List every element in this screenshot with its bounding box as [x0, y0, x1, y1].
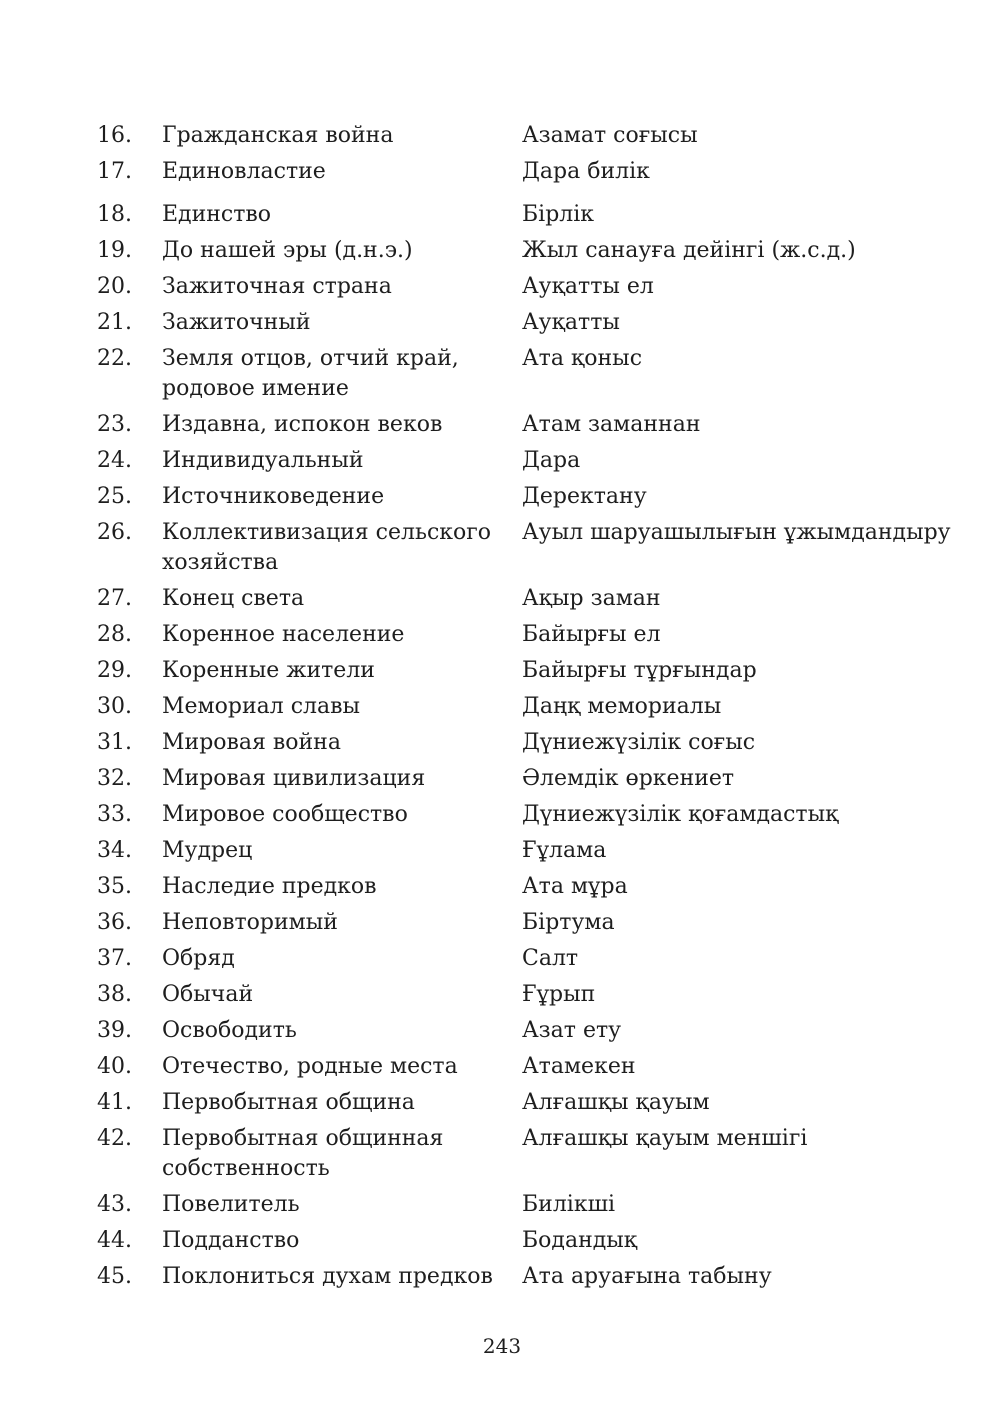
entry-number: 45. [97, 1264, 132, 1289]
entry-number: 41. [97, 1090, 132, 1115]
glossary-row [97, 446, 957, 482]
glossary-row [97, 872, 957, 908]
entry-number: 40. [97, 1054, 132, 1079]
glossary-row [97, 1226, 957, 1262]
glossary-row [97, 620, 957, 656]
russian-term: Первобытная общинная собственность [162, 1126, 444, 1181]
glossary-row [97, 482, 957, 518]
glossary-row [97, 1124, 957, 1190]
kazakh-term: Біртума [522, 910, 615, 935]
russian-term: До нашей эры (д.н.э.) [162, 238, 413, 263]
glossary-row [97, 764, 957, 800]
russian-term: Единовластие [162, 159, 326, 184]
russian-term: Отечество, родные места [162, 1054, 458, 1079]
entry-number: 25. [97, 484, 132, 509]
glossary-row [97, 200, 957, 236]
entry-number: 37. [97, 946, 132, 971]
kazakh-term: Салт [522, 946, 579, 971]
glossary-row [97, 728, 957, 764]
kazakh-term: Даңқ мемориалы [522, 694, 722, 719]
russian-term: Мудрец [162, 838, 253, 863]
glossary-row [97, 692, 957, 728]
entry-number: 27. [97, 586, 132, 611]
entry-number: 32. [97, 766, 132, 791]
russian-term: Конец света [162, 586, 305, 611]
entry-number: 35. [97, 874, 132, 899]
russian-term: Мировая война [162, 730, 341, 755]
russian-term: Первобытная община [162, 1090, 415, 1115]
russian-term: Гражданская война [162, 123, 394, 148]
russian-term: Поклониться духам предков [162, 1264, 493, 1289]
entry-number: 31. [97, 730, 132, 755]
russian-term: Наследие предков [162, 874, 377, 899]
entry-number: 21. [97, 310, 132, 335]
entry-number: 39. [97, 1018, 132, 1043]
kazakh-term: Ауыл шаруашылығын ұжымдандыру [522, 520, 951, 545]
russian-term: Обряд [162, 946, 235, 971]
kazakh-term: Әлемдік өркениет [522, 766, 735, 791]
kazakh-term: Деректану [522, 484, 647, 509]
kazakh-term: Азат ету [522, 1018, 622, 1043]
russian-term: Обычай [162, 982, 254, 1007]
russian-term: Единство [162, 202, 272, 227]
glossary-row [97, 308, 957, 344]
entry-number: 20. [97, 274, 132, 299]
entry-number: 26. [97, 520, 132, 545]
russian-term: Неповторимый [162, 910, 338, 935]
entry-number: 38. [97, 982, 132, 1007]
entry-number: 19. [97, 238, 132, 263]
russian-term: Коллективизация сельского хозяйства [162, 520, 492, 575]
glossary-row [97, 944, 957, 980]
russian-term: Освободить [162, 1018, 297, 1043]
entry-number: 24. [97, 448, 132, 473]
glossary-row [97, 1190, 957, 1226]
glossary-row [97, 1262, 957, 1298]
kazakh-term: Дара билік [522, 159, 650, 184]
entry-number: 43. [97, 1192, 132, 1217]
kazakh-term: Дара [522, 448, 581, 473]
russian-term: Источниковедение [162, 484, 385, 509]
russian-term: Зажиточный [162, 310, 311, 335]
kazakh-term: Ата мұра [522, 874, 628, 899]
entry-number: 23. [97, 412, 132, 437]
kazakh-term: Дүниежүзілік қоғамдастық [522, 802, 839, 827]
glossary-row [97, 121, 957, 157]
kazakh-term: Дүниежүзілік соғыс [522, 730, 756, 755]
entry-number: 33. [97, 802, 132, 827]
kazakh-term: Азамат соғысы [522, 123, 698, 148]
russian-term: Подданство [162, 1228, 300, 1253]
kazakh-term: Алғашқы қауым [522, 1090, 710, 1115]
glossary-row [97, 157, 957, 200]
entry-number: 22. [97, 346, 132, 371]
glossary-row [97, 518, 957, 584]
russian-term: Зажиточная страна [162, 274, 392, 299]
glossary-row [97, 908, 957, 944]
russian-term: Индивидуальный [162, 448, 364, 473]
kazakh-term: Жыл санауға дейінгі (ж.с.д.) [522, 238, 856, 263]
russian-term: Мемориал славы [162, 694, 361, 719]
glossary-row [97, 1088, 957, 1124]
entry-number: 17. [97, 159, 132, 184]
kazakh-term: Ақыр заман [522, 586, 661, 611]
entry-number: 34. [97, 838, 132, 863]
kazakh-term: Алғашқы қауым меншігі [522, 1126, 808, 1151]
russian-term: Мировое сообщество [162, 802, 408, 827]
kazakh-term: Ата қоныс [522, 346, 643, 371]
glossary-row [97, 1016, 957, 1052]
entry-number: 36. [97, 910, 132, 935]
entry-number: 30. [97, 694, 132, 719]
kazakh-term: Атам заманнан [522, 412, 701, 437]
kazakh-term: Билікші [522, 1192, 616, 1217]
kazakh-term: Ата аруағына табыну [522, 1264, 772, 1289]
kazakh-term: Бірлік [522, 202, 595, 227]
russian-term: Коренные жители [162, 658, 375, 683]
glossary-list [97, 121, 957, 1298]
glossary-row [97, 584, 957, 620]
kazakh-term: Бодандық [522, 1228, 638, 1253]
glossary-row [97, 410, 957, 446]
glossary-row [97, 656, 957, 692]
russian-term: Земля отцов, отчий край, родовое имение [162, 346, 459, 401]
kazakh-term: Ауқатты ел [522, 274, 654, 299]
glossary-row [97, 836, 957, 872]
kazakh-term: Байырғы ел [522, 622, 661, 647]
glossary-row [97, 1052, 957, 1088]
page-number: 243 [482, 1334, 522, 1358]
russian-term: Повелитель [162, 1192, 300, 1217]
entry-number: 28. [97, 622, 132, 647]
entry-number: 44. [97, 1228, 132, 1253]
russian-term: Мировая цивилизация [162, 766, 426, 791]
entry-number: 18. [97, 202, 132, 227]
glossary-row [97, 272, 957, 308]
glossary-row [97, 800, 957, 836]
entry-number: 42. [97, 1126, 132, 1151]
kazakh-term: Ғұлама [522, 838, 607, 863]
entry-number: 16. [97, 123, 132, 148]
russian-term: Коренное население [162, 622, 405, 647]
kazakh-term: Атамекен [522, 1054, 636, 1079]
kazakh-term: Байырғы тұрғындар [522, 658, 757, 683]
glossary-row [97, 344, 957, 410]
entry-number: 29. [97, 658, 132, 683]
russian-term: Издавна, испокон веков [162, 412, 443, 437]
kazakh-term: Ғұрып [522, 982, 596, 1007]
kazakh-term: Ауқатты [522, 310, 620, 335]
glossary-row [97, 980, 957, 1016]
glossary-row [97, 236, 957, 272]
